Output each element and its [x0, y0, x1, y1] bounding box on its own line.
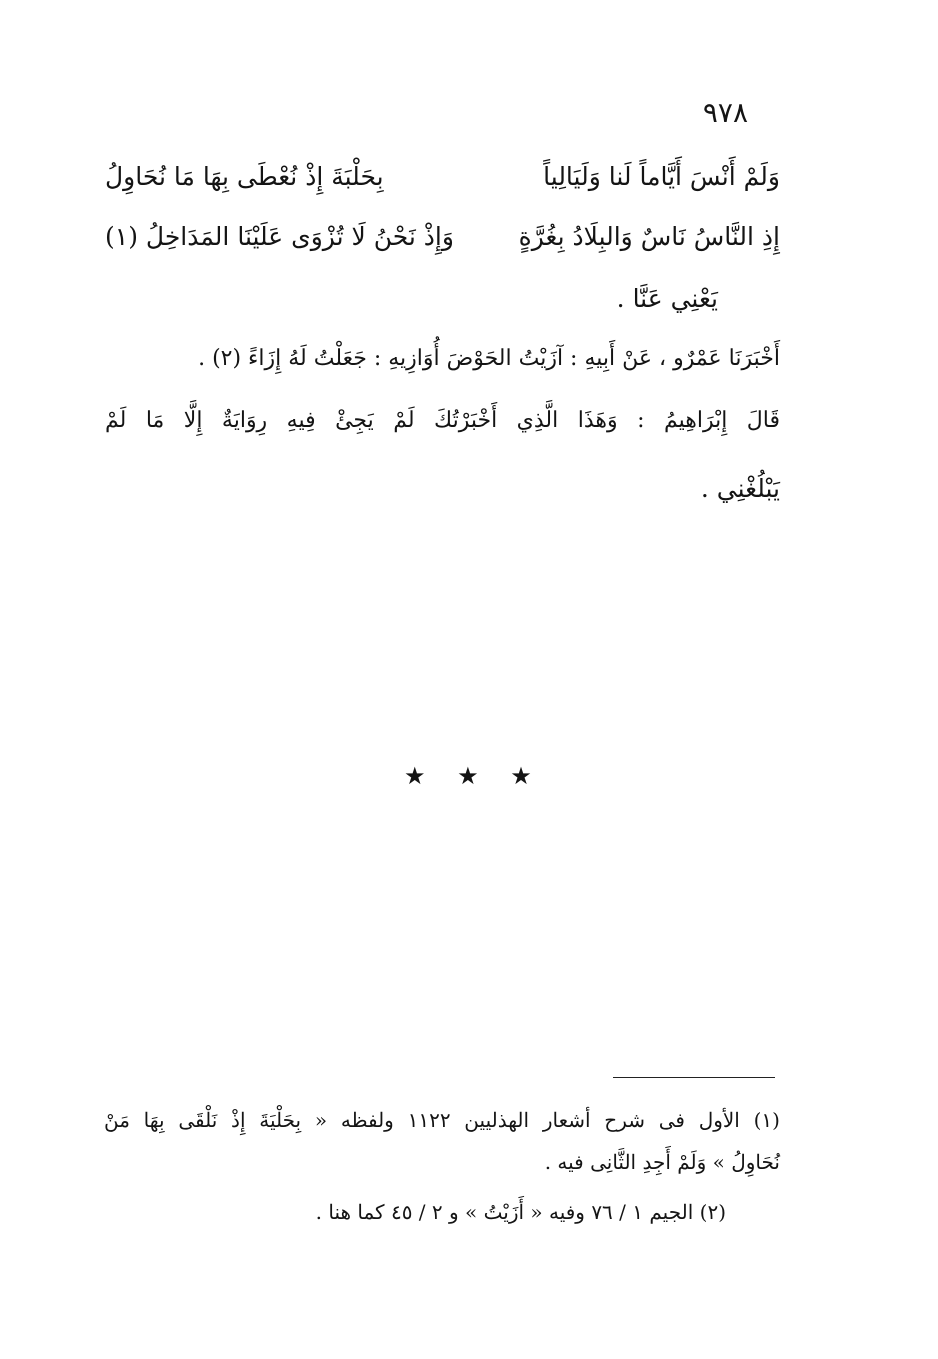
verse-left-hemistich: وَإِذْ نَحْنُ لَا تُزْوَى عَلَيْنَا المَدَاخِلُ (١) [105, 222, 454, 251]
verse-right-hemistich: وَلَمْ أَنْسَ أَيَّاماً لَنا وَلَيَالِياً [543, 162, 780, 191]
footnote-1-line-2: نُحَاوِلُ » وَلَمْ أَجِدِ الثَّانِى فيه . [544, 1150, 780, 1174]
footnote-2: (٢) الجيم ١ / ٧٦ وفيه « أَزَيْتُ » و ٢ / ٤٥ كما هنا . [315, 1200, 726, 1224]
footnote-1-line-1: (١) الأول فى شرح أشعار الهذليين ١١٢٢ ولفظه « بِحَلْيَةَ إِذْ نَلْقَى بِهَا مَنْ [104, 1108, 780, 1132]
verse-line [105, 162, 780, 208]
page-number: ٩٧٨ [702, 96, 748, 129]
prose-line: يَعْنِي عَنَّا . [616, 284, 718, 313]
verse-line [105, 222, 780, 268]
verse-right-hemistich: إِذِ النَّاسُ نَاسٌ وَالبِلَادُ بِغُرَّةٍ [518, 222, 780, 251]
prose-line: قَالَ إِبْرَاهِيمُ : وَهَذَا الَّذِي أَخْبَرْتُكَ لَمْ يَجِئْ فِيهِ رِوَايَةٌ إِلَّا مَا لَمْ [105, 408, 780, 433]
footnote-divider [613, 1077, 775, 1078]
prose-line: أَخْبَرَنَا عَمْرٌو ، عَنْ أَبِيهِ : آزَيْتُ الحَوْضَ أُوَازِيهِ : جَعَلْتُ لَهُ إِزَاءً (٢) . [198, 346, 780, 371]
verse-left-hemistich: بِحَلْبَةَ إِذْ نُعْطَى بِهَا مَا نُحَاوِلُ [105, 162, 384, 191]
prose-line: يَبْلُغْنِي . [700, 474, 780, 503]
section-separator-stars: ★ ★ ★ [404, 762, 544, 790]
